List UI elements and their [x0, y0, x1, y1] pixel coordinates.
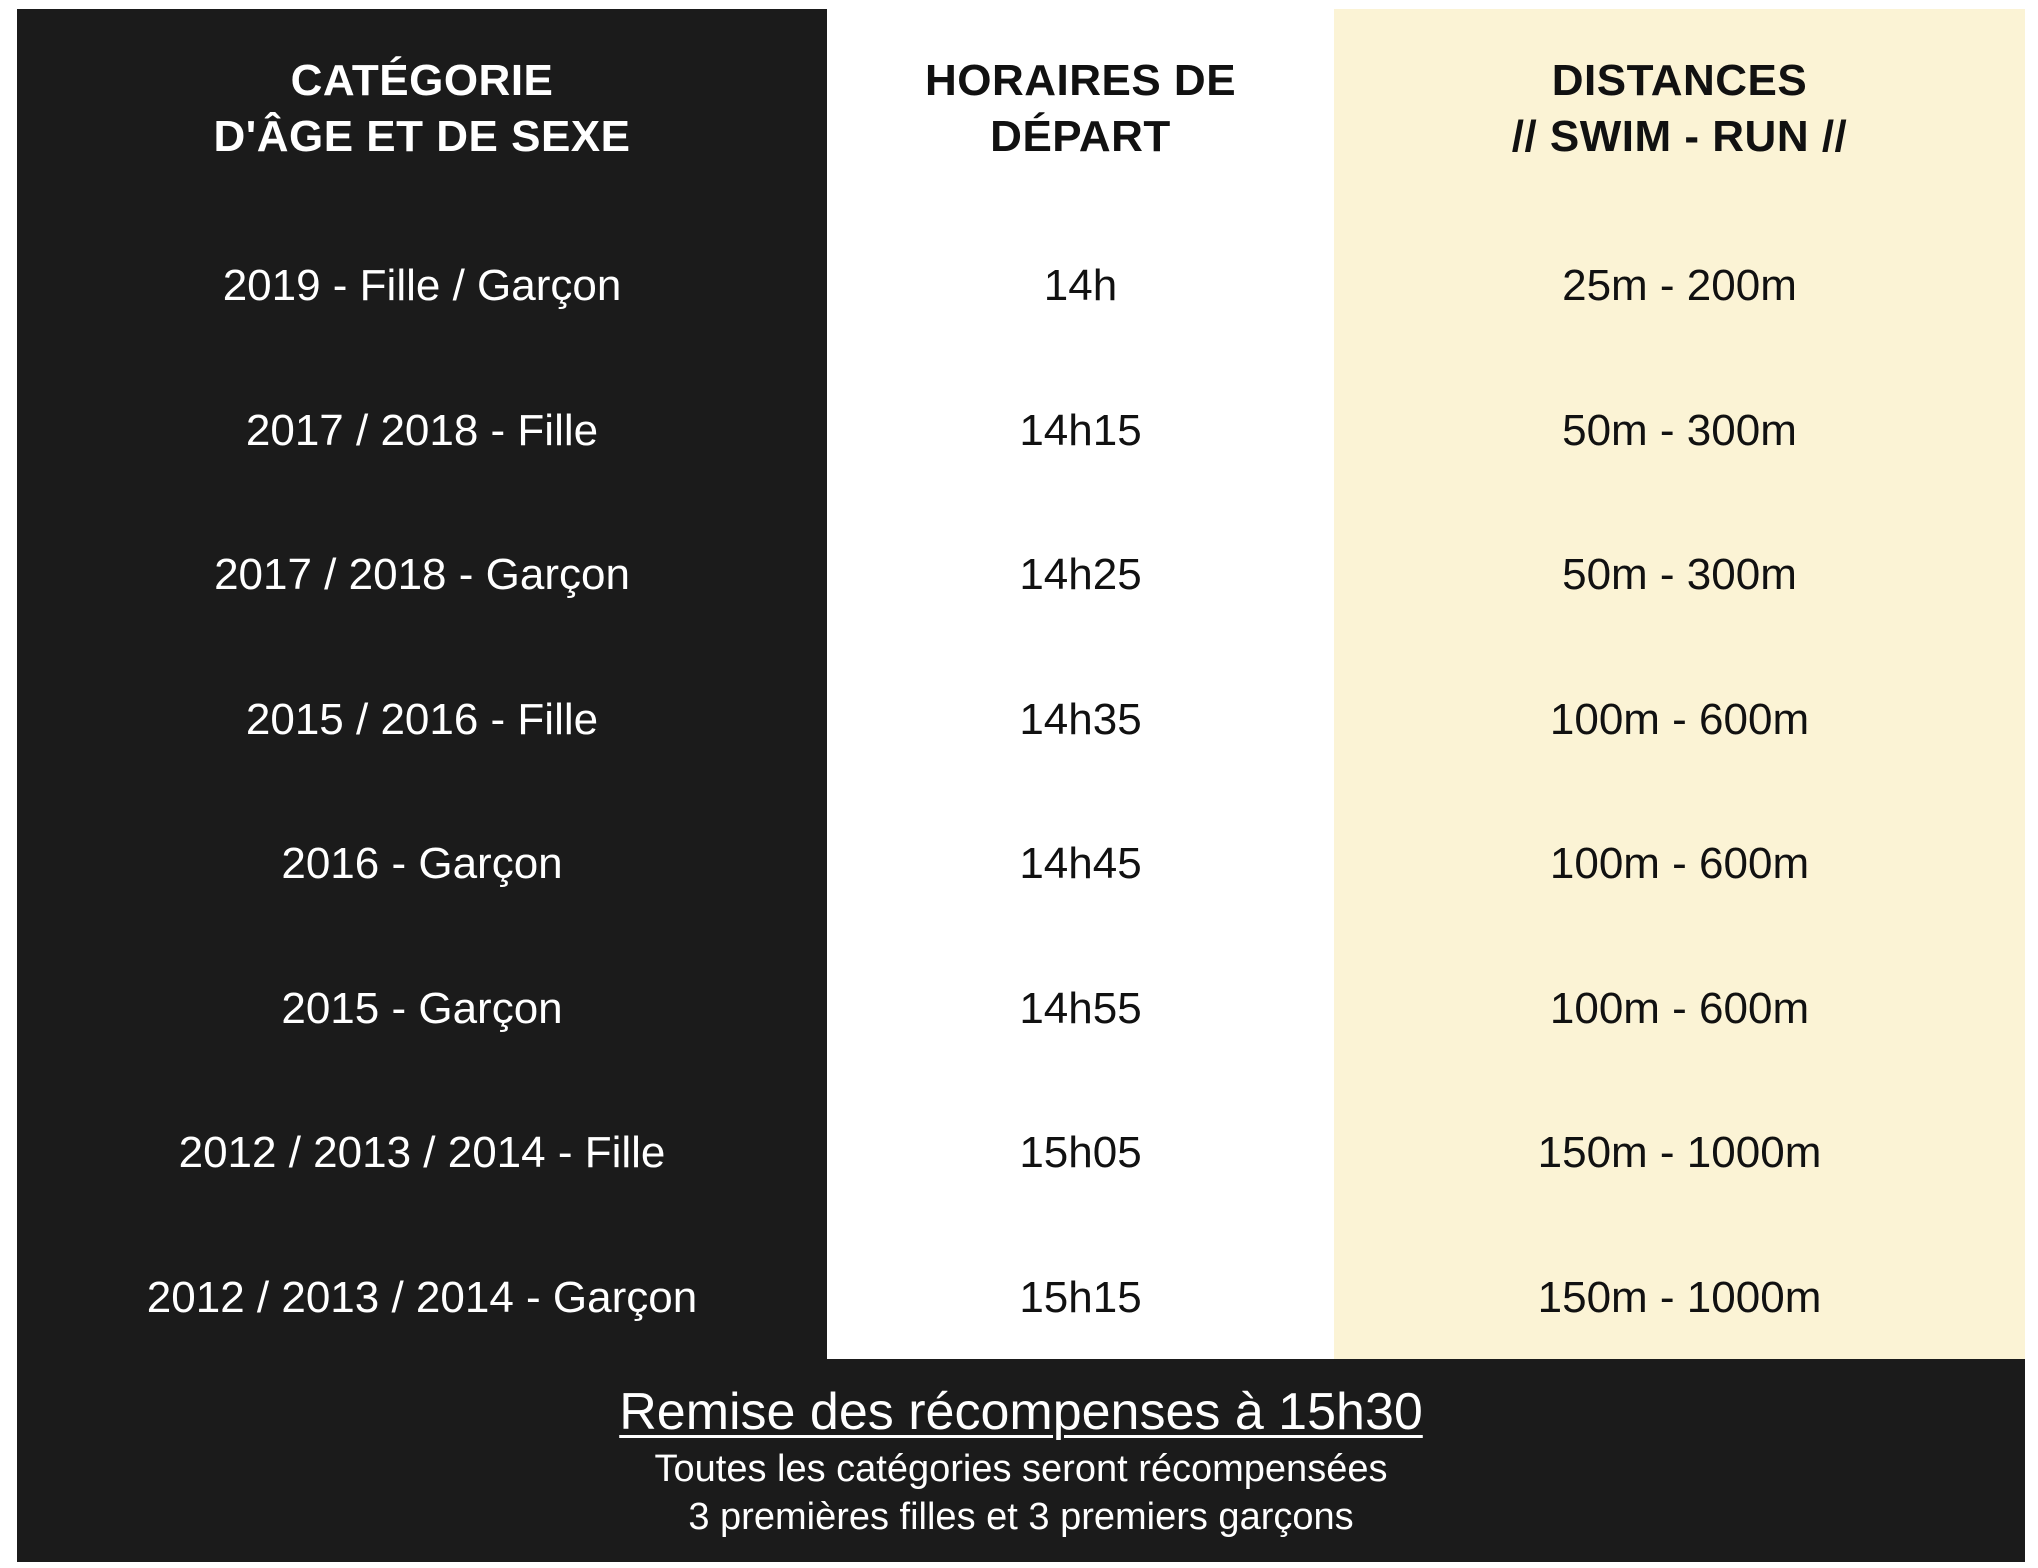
- start-time-cell: 14h55: [1019, 983, 1142, 1033]
- distance-cell: 25m - 200m: [1562, 261, 1797, 311]
- distance-header-line-2: // SWIM - RUN //: [1511, 112, 1848, 161]
- distance-header: [1334, 53, 2025, 165]
- start-time-cell: 15h05: [1019, 1128, 1142, 1178]
- distance-cell: 150m - 1000m: [1537, 1272, 1822, 1322]
- distance-cell: 100m - 600m: [1549, 694, 1810, 744]
- category-header: [17, 53, 827, 165]
- category-cell: 2015 - Garçon: [281, 983, 563, 1033]
- awards-note-podium: 3 premières filles et 3 premiers garçons: [688, 1496, 1354, 1538]
- start-time-header-line-1: HORAIRES DE: [924, 56, 1237, 105]
- awards-footer: [17, 1359, 2025, 1562]
- schedule-table: [17, 9, 2025, 1562]
- start-time-cell: 14h25: [1019, 550, 1142, 600]
- distance-cell: 50m - 300m: [1562, 405, 1797, 455]
- distance-cell: 100m - 600m: [1549, 839, 1810, 889]
- start-time-column: [827, 9, 1334, 1359]
- category-cell: 2017 / 2018 - Fille: [245, 405, 599, 455]
- category-cell: 2012 / 2013 / 2014 - Fille: [178, 1128, 666, 1178]
- start-time-cell: 14h15: [1019, 405, 1142, 455]
- category-cell: 2019 - Fille / Garçon: [222, 261, 622, 311]
- category-cell: 2017 / 2018 - Garçon: [214, 550, 630, 600]
- awards-title: Remise des récompenses à 15h30: [619, 1383, 1423, 1441]
- distance-cell: 150m - 1000m: [1537, 1128, 1822, 1178]
- start-time-header: [827, 53, 1334, 165]
- distance-cell: 50m - 300m: [1562, 550, 1797, 600]
- distance-header-line-1: DISTANCES: [1551, 56, 1808, 105]
- category-cell: 2015 / 2016 - Fille: [245, 694, 599, 744]
- distance-cells: [1334, 214, 2025, 1370]
- distance-cell: 100m - 600m: [1549, 983, 1810, 1033]
- category-header-line-2: D'ÂGE ET DE SEXE: [213, 112, 631, 161]
- category-column: [17, 9, 827, 1359]
- category-cell: 2016 - Garçon: [281, 839, 563, 889]
- start-time-cell: 14h35: [1019, 694, 1142, 744]
- category-header-line-1: CATÉGORIE: [290, 56, 554, 105]
- awards-note-all-categories: Toutes les catégories seront récompensées: [654, 1448, 1388, 1490]
- start-time-cell: 14h: [1043, 261, 1118, 311]
- distance-column: [1334, 9, 2025, 1359]
- start-time-cells: [827, 214, 1334, 1370]
- category-cell: 2012 / 2013 / 2014 - Garçon: [146, 1272, 698, 1322]
- start-time-header-line-2: DÉPART: [990, 112, 1171, 161]
- category-cells: [17, 214, 827, 1370]
- start-time-cell: 14h45: [1019, 839, 1142, 889]
- start-time-cell: 15h15: [1019, 1272, 1142, 1322]
